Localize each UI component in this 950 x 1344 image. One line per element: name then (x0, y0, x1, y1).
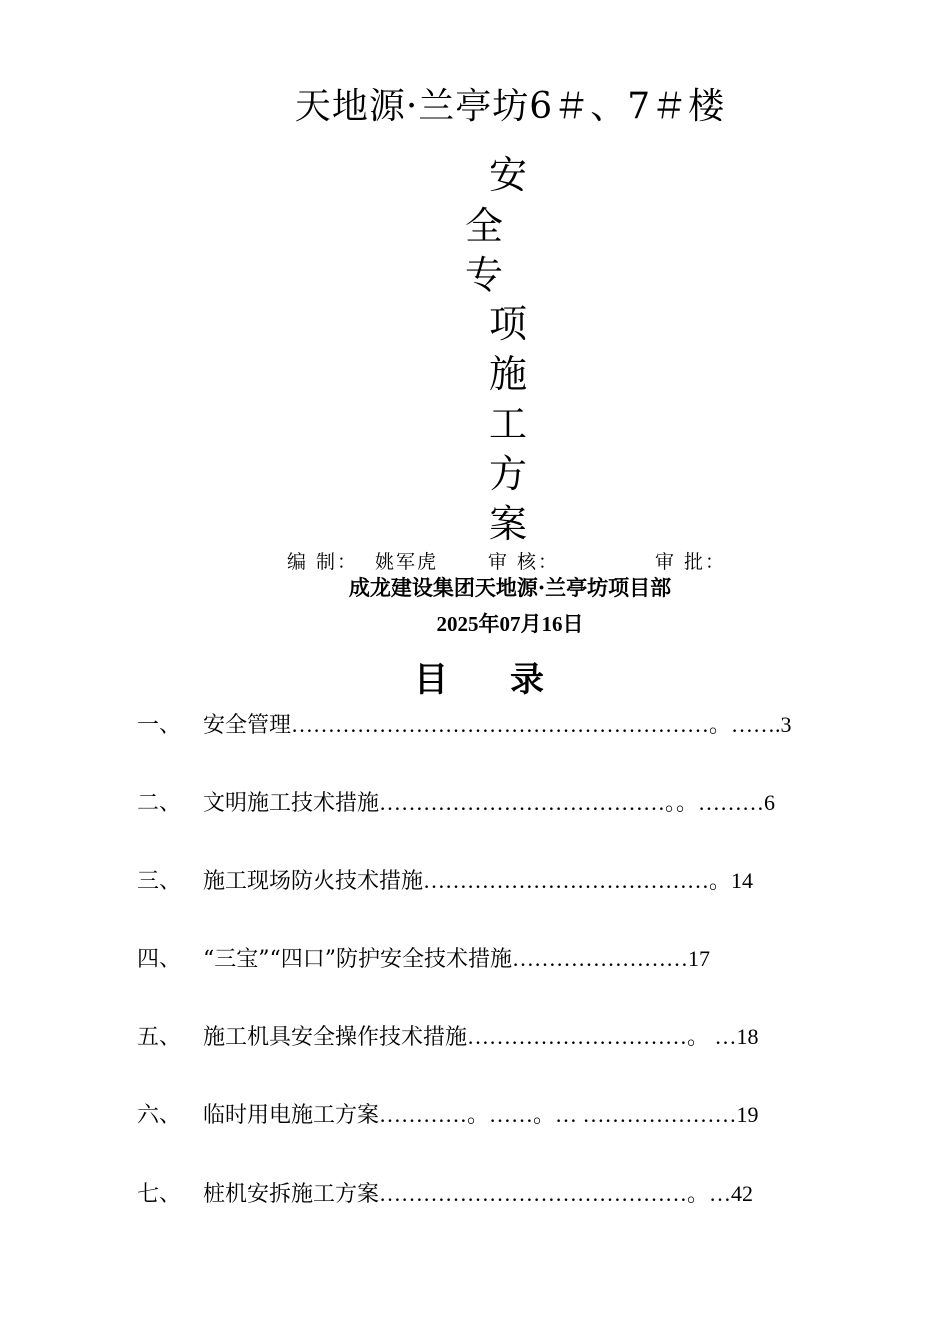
organization-name: 成龙建设集团天地源·兰亭坊项目部 (348, 575, 672, 600)
toc-item[interactable] (203, 1020, 759, 1051)
toc-item-text: 桩机安拆施工方案 (203, 1182, 380, 1207)
toc-item[interactable] (203, 864, 753, 895)
toc-title: 目录 (414, 660, 606, 700)
review-label: 审 核： (488, 551, 560, 573)
toc-item-leader: …………。……。… …………………19 (379, 1102, 759, 1127)
toc-item-leader: …………………………………………………。…….3 (291, 712, 792, 737)
vertical-title-char: 专 (465, 253, 504, 297)
toc-item-leader: …………………………………。14 (423, 868, 754, 893)
document-title: 天地源·兰亭坊6＃、7＃楼 (294, 86, 726, 127)
vertical-title-char: 项 (489, 302, 528, 346)
vertical-title-char: 案 (489, 502, 528, 546)
toc-item[interactable] (203, 786, 775, 817)
toc-item-text: 安全管理 (203, 713, 292, 738)
vertical-title-char: 施 (489, 352, 528, 396)
toc-item-number: 四、 (137, 947, 182, 972)
toc-item-text: 文明施工技术措施 (203, 791, 380, 816)
toc-item-number: 七、 (137, 1182, 182, 1207)
toc-item-leader: …………………………………。。………6 (379, 790, 776, 815)
vertical-title-char: 安 (489, 153, 528, 197)
compile-name: 姚军虎 (375, 551, 439, 573)
toc-item-number: 六、 (137, 1103, 182, 1128)
toc-item[interactable] (203, 708, 792, 739)
toc-item-number: 五、 (137, 1025, 182, 1050)
toc-item[interactable] (203, 1098, 759, 1129)
toc-item[interactable] (203, 1177, 753, 1208)
toc-item-leader: …………………………。 …18 (467, 1024, 759, 1049)
compile-label: 编 制： (287, 551, 359, 573)
toc-item-number: 一、 (137, 713, 182, 738)
vertical-title-char: 全 (465, 204, 504, 248)
vertical-title-char: 方 (489, 452, 528, 496)
document-date: 2025年07月16日 (436, 612, 584, 636)
toc-item-text: 施工现场防火技术措施 (203, 869, 424, 894)
toc-item-leader: ……………………17 (512, 946, 710, 971)
toc-item-text: 临时用电施工方案 (203, 1103, 380, 1128)
toc-item-number: 三、 (137, 869, 182, 894)
toc-item-text: “三宝”“四口”防护安全技术措施 (203, 947, 512, 972)
toc-item-leader: ……………………………………。…42 (379, 1181, 754, 1206)
toc-item-text: 施工机具安全操作技术措施 (203, 1025, 468, 1050)
toc-item-number: 二、 (137, 791, 182, 816)
approve-label: 审 批： (655, 551, 727, 573)
vertical-title-char: 工 (489, 402, 528, 446)
toc-item[interactable] (203, 942, 710, 973)
